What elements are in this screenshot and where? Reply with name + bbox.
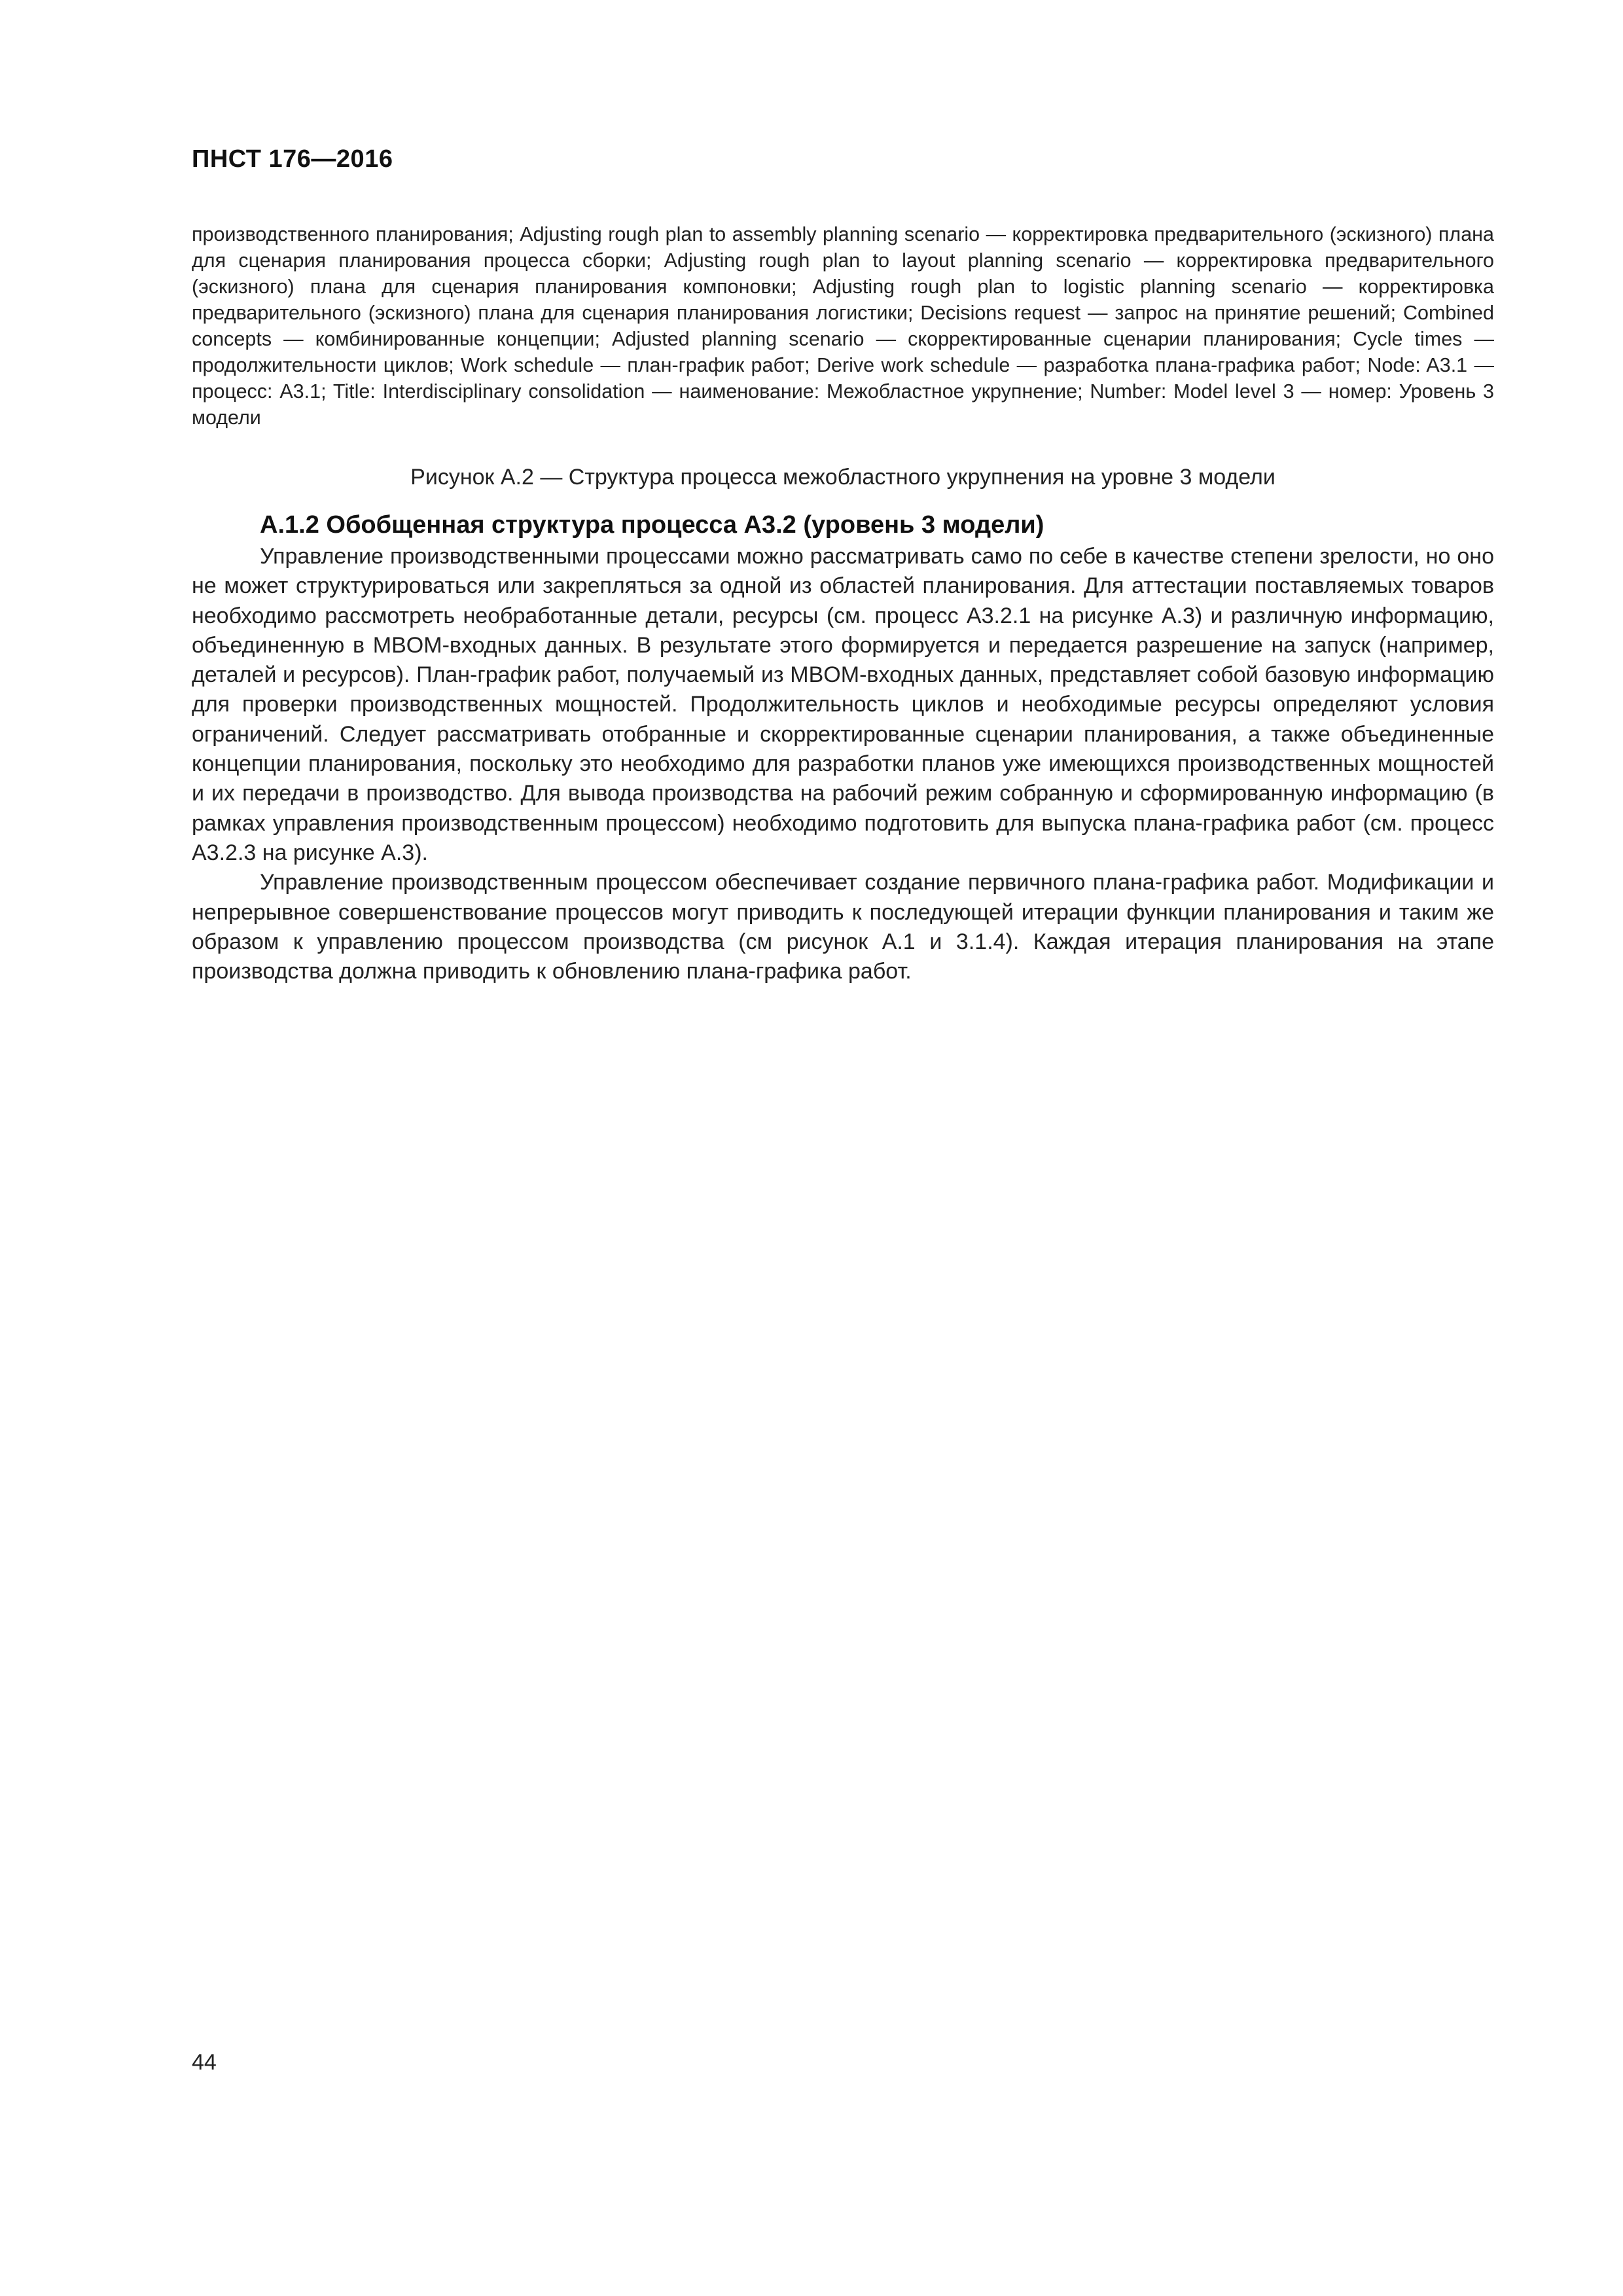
section-heading: А.1.2 Обобщенная структура процесса А3.2 (уровень 3 модели) <box>260 511 1044 539</box>
body-paragraph: Управление производственным процессом обеспечивает создание первичного плана-графика работ. Модификации и непрерывное совершенствование процессов могут приводить к последующей итерации функции планирования и таким же образом к управлению процессом производства (см рисунок А.1 и 3.1.4). Каждая итерация планирования на этапе производства должна приводить к обновлению плана-графика работ. <box>192 870 1494 984</box>
section-body <box>192 542 1494 986</box>
document-code-header: ПНСТ 176—2016 <box>192 145 393 173</box>
figure-legend: производственного планирования; Adjusting rough plan to assembly planning scenario — корректировка предварительного (эскизного) плана для сценария планирования процесса сборки; Adjusting rough plan to layout planning scenario — корректировка предварительного (эскизного) плана для сценария планирования компоновки; Adjusting rough plan to logistic planning scenario — корректировка предварительного (эскизного) плана для сценария планирования логистики; Decisions request — запрос на принятие решений; Combined concepts — комбинированные концепции; Adjusted planning scenario — скорректированные сценарии планирования; Cycle times — продолжительности циклов; Work schedule — план-график работ; Derive work schedule — разработка плана-графика работ; Node: A3.1 — процесс: A3.1; Title: Interdisciplinary consolidation — наименование: Межобластное укрупнение; Number: Model level 3 — номер: Уровень 3 модели <box>192 223 1494 429</box>
figure-caption: Рисунок А.2 — Структура процесса межобластного укрупнения на уровне 3 модели <box>410 465 1275 490</box>
body-paragraph: Управление производственными процессами можно рассматривать само по себе в качестве степени зрелости, но оно не может структурироваться или закрепляться за одной из областей планирования. Для аттестации поставляемых товаров необходимо рассмотреть необработанные детали, ресурсы (см. процесс А3.2.1 на рисунке А.3) и различную информацию, объединенную в MBOM-входных данных. В результате этого формируется и передается разрешение на запуск (например, деталей и ресурсов). План-график работ, получаемый из MBOM-входных данных, представляет собой базовую информацию для проверки производственных мощностей. Продолжительность циклов и необходимые ресурсы определяют условия ограничений. Следует рассматривать отобранные и скорректированные сценарии планирования, а также объединенные концепции планирования, поскольку это необходимо для разработки планов уже имеющихся производственных мощностей и их передачи в производство. Для вывода производства на рабочий режим собранную и сформированную информацию (в рамках управления производственным процессом) необходимо подготовить для выпуска плана-графика работ (см. процесс А3.2.3 на рисунке А.3). <box>192 544 1494 865</box>
page-number: 44 <box>192 2050 217 2075</box>
